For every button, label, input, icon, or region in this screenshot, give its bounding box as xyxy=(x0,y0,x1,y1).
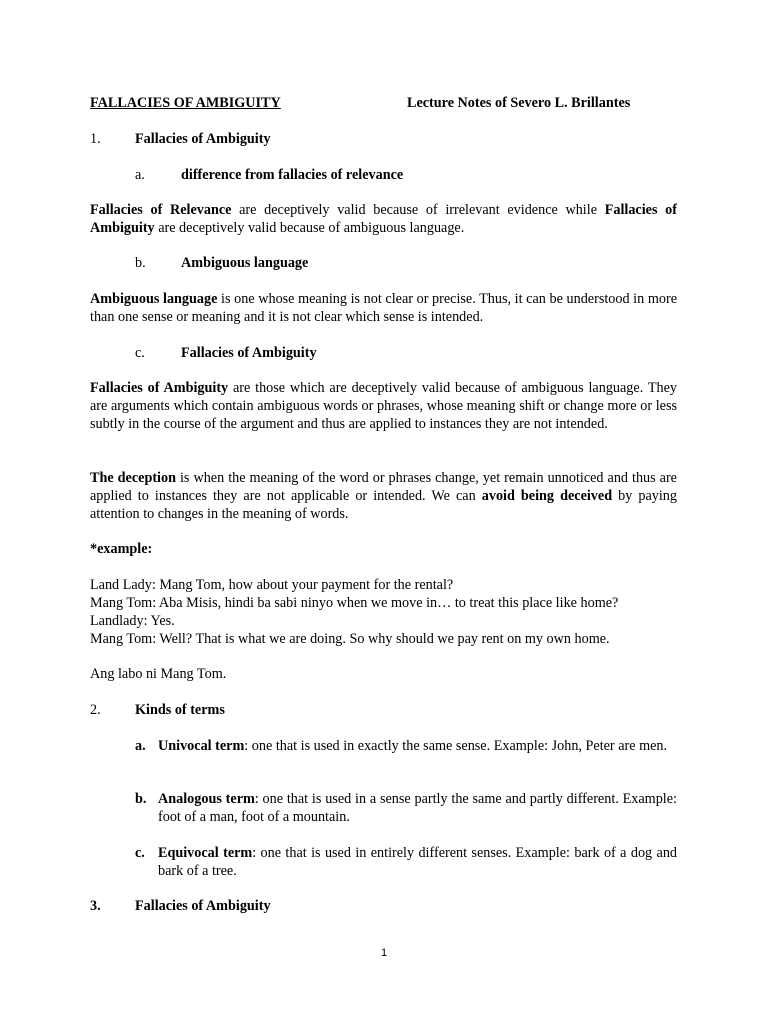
document-title: FALLACIES OF AMBIGUITY xyxy=(90,95,281,111)
section-heading: Kinds of terms xyxy=(135,702,225,718)
dialogue-line: Mang Tom: Well? That is what we are doing. So why should we pay rent on my own home. xyxy=(90,631,610,647)
subheading-letter: b. xyxy=(135,255,146,271)
document-author-line: Lecture Notes of Severo L. Brillantes xyxy=(407,95,631,111)
paragraph-fallacies-definition: Fallacies of Ambiguity are those which are deceptively valid because of ambiguous language. They are arguments which contain ambiguous words or phrases, whose meaning shift or change more or less subtly in the course of the argument and thus are applied to instances they are not intended. xyxy=(90,380,677,432)
list-letter: b. xyxy=(135,791,147,807)
example-label: *example: xyxy=(90,541,153,557)
section-number: 2. xyxy=(90,702,101,718)
subheading: Ambiguous language xyxy=(181,255,309,271)
section-number: 3. xyxy=(90,898,101,914)
paragraph-deception: The deception is when the meaning of the word or phrases change, yet remain unnoticed and thus are applied to instances they are not applicable or intended. We can avoid being deceived by paying attention to changes in the meaning of words. xyxy=(90,470,677,522)
list-letter: a. xyxy=(135,738,146,754)
section-heading: Fallacies of Ambiguity xyxy=(135,131,271,147)
subheading-letter: a. xyxy=(135,167,145,183)
dialogue-line: Mang Tom: Aba Misis, hindi ba sabi ninyo when we move in… to treat this place like home? xyxy=(90,595,619,611)
subheading: Fallacies of Ambiguity xyxy=(181,345,317,361)
page-number: 1 xyxy=(381,947,388,959)
term-item-analogous: Analogous term: one that is used in a sense partly the same and partly different. Example: foot of a man, foot of a mountain. xyxy=(158,791,677,825)
example-remark: Ang labo ni Mang Tom. xyxy=(90,666,227,682)
paragraph-relevance-vs-ambiguity: Fallacies of Relevance are deceptively valid because of irrelevant evidence while Fallacies of Ambiguity are deceptively valid because of ambiguous language. xyxy=(90,202,677,236)
subheading-letter: c. xyxy=(135,345,145,361)
dialogue-line: Land Lady: Mang Tom, how about your payment for the rental? xyxy=(90,577,454,593)
section-number: 1. xyxy=(90,131,101,147)
term-item-univocal: Univocal term: one that is used in exactly the same sense. Example: John, Peter are men. xyxy=(158,738,668,754)
paragraph-ambiguous-language: Ambiguous language is one whose meaning is not clear or precise. Thus, it can be understood in more than one sense or meaning and it is not clear which sense is intended. xyxy=(90,291,677,325)
dialogue-line: Landlady: Yes. xyxy=(90,613,175,629)
term-item-equivocal: Equivocal term: one that is used in entirely different senses. Example: bark of a dog and bark of a tree. xyxy=(158,845,678,879)
list-letter: c. xyxy=(135,845,145,861)
subheading: difference from fallacies of relevance xyxy=(181,167,404,183)
section-heading: Fallacies of Ambiguity xyxy=(135,898,271,914)
